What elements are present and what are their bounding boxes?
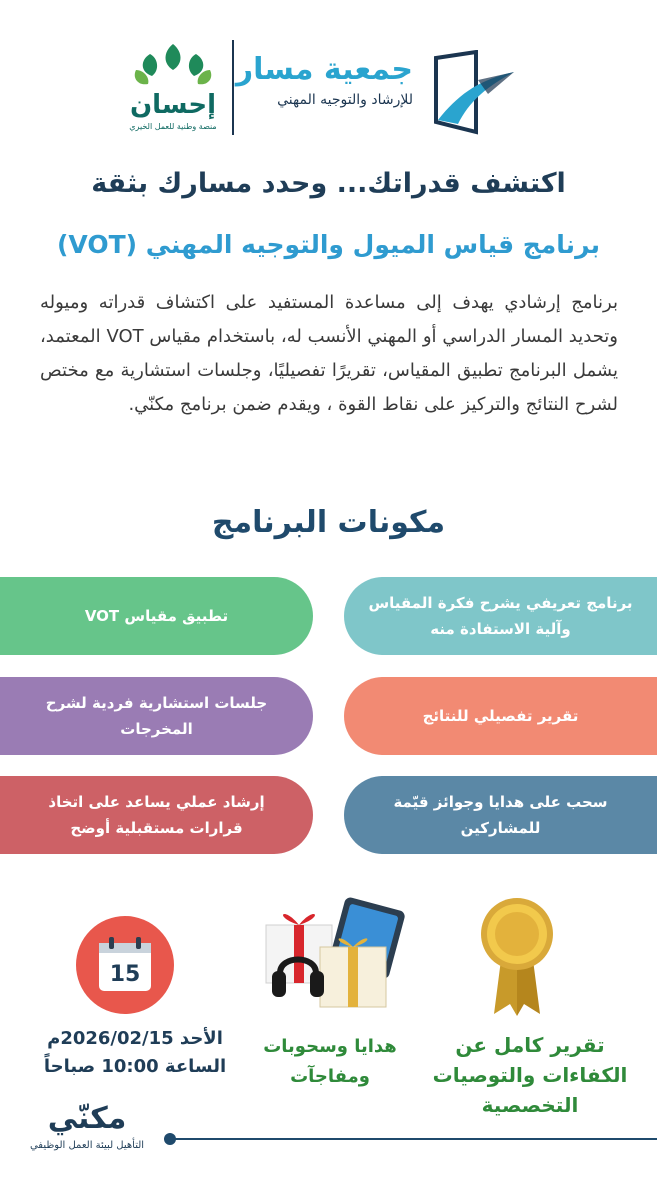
component-label: تطبيق مقياس VOT: [84, 607, 229, 625]
component-pill-report: [344, 677, 657, 755]
component-pill-sessions: [0, 677, 313, 755]
time-line: الساعة 10:00 صباحاً: [43, 1056, 227, 1077]
header-logos: [0, 30, 657, 150]
component-label: برنامج تعريفي يشرح فكرة المقياس وآلية الاستفادة منه: [368, 594, 633, 638]
ehsan-logo: [118, 40, 228, 131]
calendar-icon: [75, 915, 175, 1015]
makkin-logo: [22, 1100, 152, 1151]
ehsan-name: إحسان: [129, 90, 217, 120]
component-pill-prizes: [344, 776, 657, 854]
component-pill-guidance: [0, 776, 313, 854]
date-line: الأحد 2026/02/15م: [47, 1028, 223, 1049]
program-title: برنامج قياس الميول والتوجيه المهني (VOT): [56, 230, 601, 259]
program-description: برنامج إرشادي يهدف إلى مساعدة المستفيد على اكتشاف قدراته وميوله وتحديد المسار الدراسي أو المهني الأنسب له، باستخدام مقياس VOT المعتمد، يشمل البرنامج تطبيق المقياس، تقريرًا تفصيليًا، وجلسات استشارية مع مختص لشرح النتائج والتركيز على نقاط القوة ، ويقدم ضمن برنامج مكنّي.: [40, 292, 618, 415]
component-pill-vot: [0, 577, 313, 655]
components-title: مكونات البرنامج: [211, 505, 446, 540]
ehsan-leaves-icon: [128, 40, 218, 90]
ehsan-tagline: منصة وطنية للعمل الخيري: [129, 122, 217, 131]
masar-subtitle: للإرشاد والتوجيه المهني: [277, 92, 413, 108]
component-pill-intro: [344, 577, 657, 655]
component-label: تقرير تفصيلي للنتائج: [422, 707, 579, 725]
event-date: [20, 1025, 250, 1081]
makkin-tagline: التأهيل لبيئة العمل الوظيفي: [29, 1140, 145, 1151]
headline: اكتشف قدراتك... وحدد مسارك بثقة: [91, 168, 566, 199]
masar-name: جمعية مسار: [235, 52, 413, 87]
gifts-caption: هدايا وسحوبات ومفاجآت: [263, 1036, 397, 1087]
footer-divider-dot: [164, 1133, 176, 1145]
makkin-name: مكنّي: [47, 1101, 127, 1136]
component-label: سحب على هدايا وجوائز قيّمة للمشاركين: [393, 793, 608, 837]
footer-divider: [170, 1138, 657, 1140]
award-caption: تقرير كامل عن الكفاءات والتوصيات التخصصية: [432, 1033, 628, 1117]
component-label: جلسات استشارية فردية لشرح المخرجات: [45, 694, 268, 738]
gifts-icon: [258, 895, 408, 1020]
calendar-day: 15: [109, 962, 141, 987]
paper-plane-door-icon: [418, 50, 518, 135]
masar-logo: [235, 50, 538, 140]
award-medal-icon: [472, 892, 562, 1022]
component-label: إرشاد عملي يساعد على اتخاذ قرارات مستقبلية أوضح: [48, 793, 265, 837]
logo-divider: [232, 40, 234, 135]
